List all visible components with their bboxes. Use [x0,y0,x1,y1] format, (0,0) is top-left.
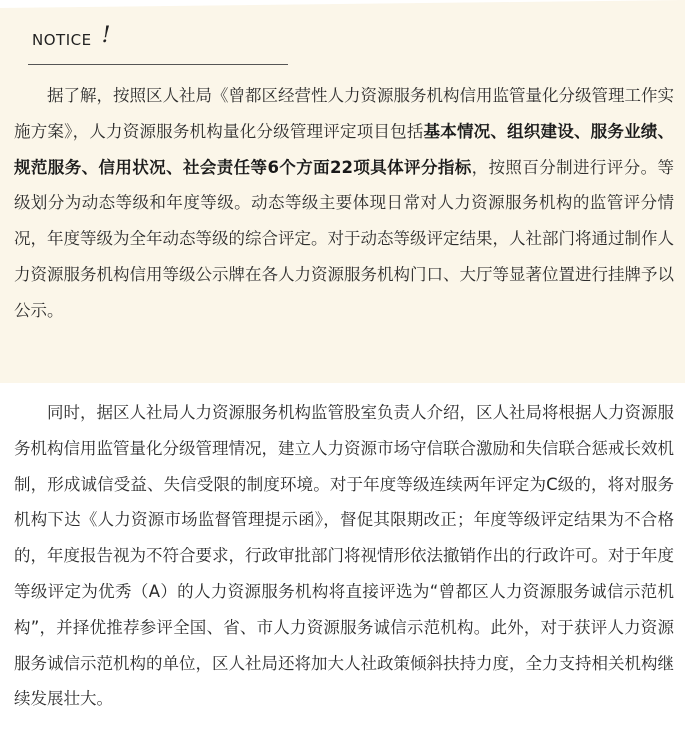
body-paragraph: 同时，据区人社局人力资源服务机构监管股室负责人介绍，区人社局将根据人力资源服务机构信用监管量化分级管理情况，建立人力资源市场守信联合激励和失信联合惩戒长效机制，形成诚信受益、失信受限的制度环境。对于年度等级连续两年评定为C级的，将对服务机构下达《人力资源市场监督管理提示函》，督促其限期改正；年度等级评定结果为不合格的，年度报告视为不符合要求，行政审批部门将视情形依法撤销作出的行政许可。对于年度等级评定为优秀（A）的人力资源服务机构将直接评选为“曾都区人力资源服务诚信示范机构”，并择优推荐参评全国、省、市人力资源服务诚信示范机构。此外，对于获评人力资源服务诚信示范机构的单位，区人社局还将加大人社政策倾斜扶持力度，全力支持相关机构继续发展壮大。 [14,403,674,709]
notice-underline [28,64,288,65]
paragraph-text-end: ，按照百分制进行评分。等级划分为动态等级和年度等级。动态等级主要体现日常对人力资源服务机构的监管评分情况，年度等级为全年动态等级的综合评定。对于动态等级评定结果，人社部门将通过制作人力资源服务机构信用等级公示牌在各人力资源服务机构门口、大厅等显著位置进行挂牌予以公示。 [14,157,674,320]
notice-label: NOTICE [32,31,92,49]
notice-paragraph [14,78,674,329]
evaluation-items-bold: 基本情况、组织建设、服务业绩、规范服务、信用状况、社会责任等6个方面22项具体评分指标 [14,121,675,177]
exclamation-icon: ! [101,23,111,48]
paragraph-text-start: 据了解，按照区人社局《曾都区经营性人力资源服务机构信用监管量化分级管理工作实施方案》，人力资源服务机构量化分级管理评定项目包括 [14,86,674,141]
notice-header [32,23,111,51]
